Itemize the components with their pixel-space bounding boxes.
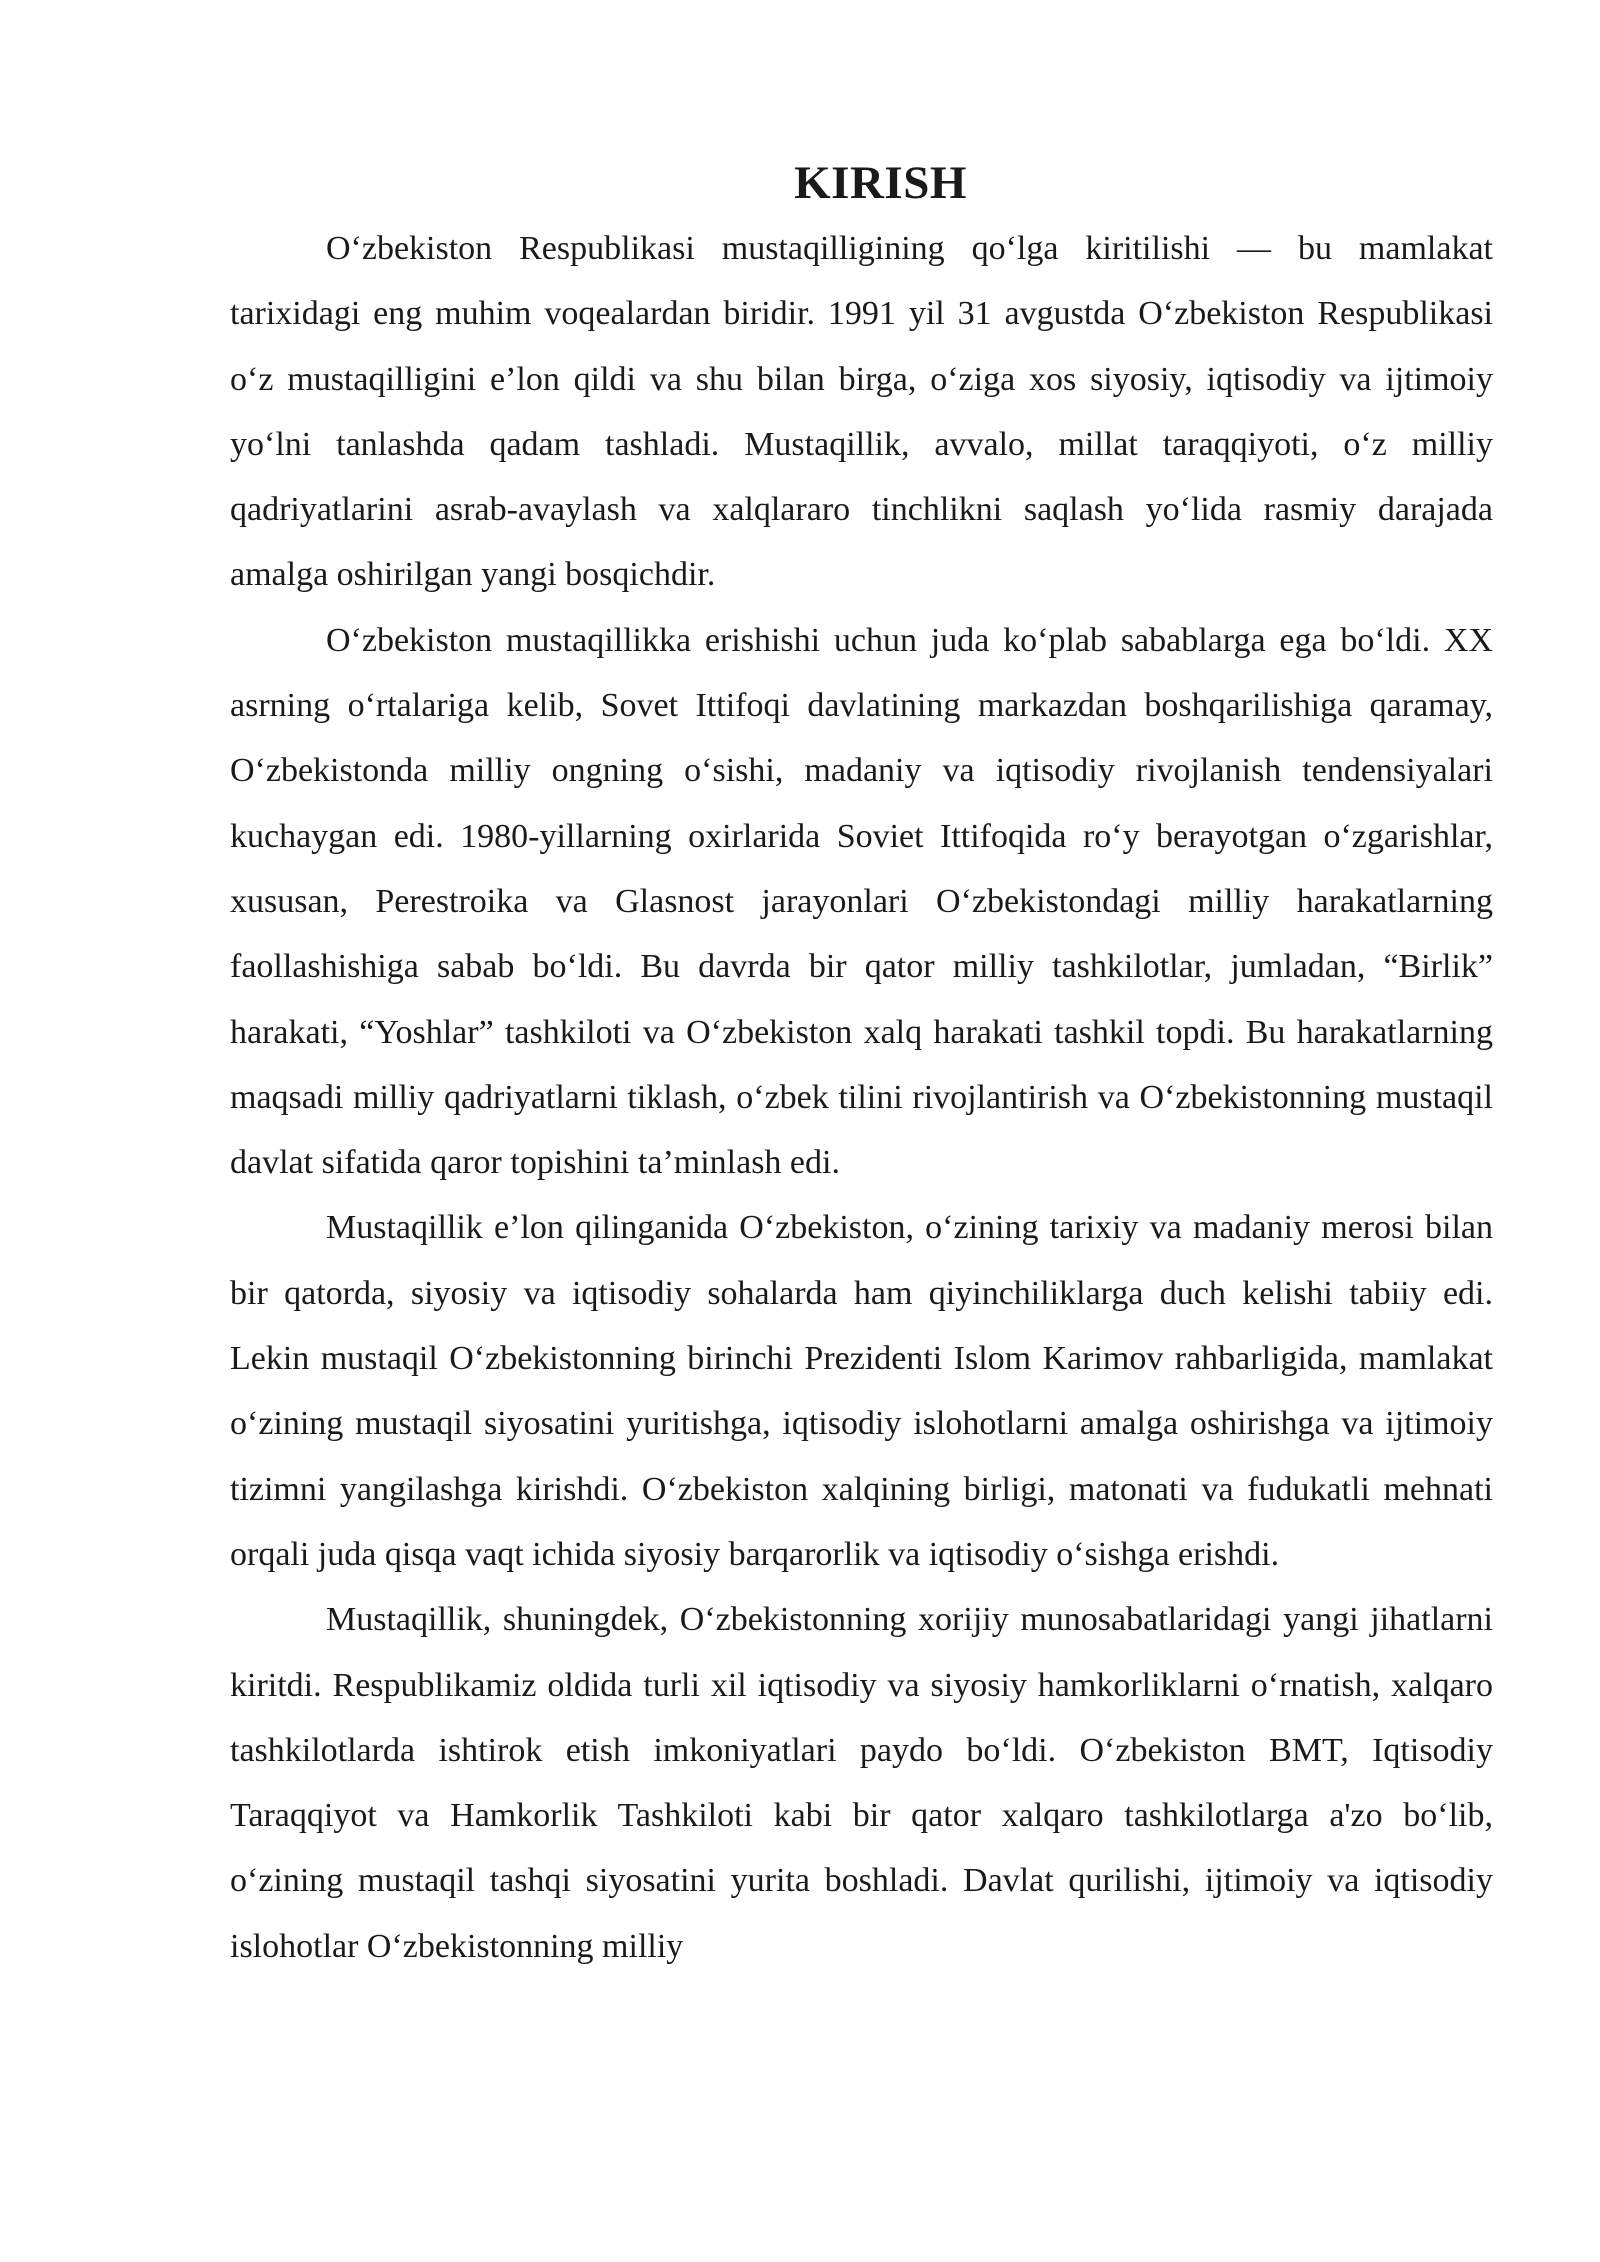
paragraph-2: O‘zbekiston mustaqillikka erishishi uchun juda ko‘plab sabablarga ega bo‘ldi. XX asrning o‘rtalariga kelib, Sovet Ittifoqi davlatining markazdan boshqarilishiga qaramay, O‘zbekistonda milliy ongning o‘sishi, madaniy va iqtisodiy rivojlanish tendensiyalari kuchaygan edi. 1980-yillarning oxirlarida Soviet Ittifoqida ro‘y berayotgan o‘zgarishlar, xususan, Perestroika va Glasnost jarayonlari O‘zbekistondagi milliy harakatlarning faollashishiga sabab bo‘ldi. Bu davrda bir qator milliy tashkilotlar, jumladan, “Birlik” harakati, “Yoshlar” tashkiloti va O‘zbekiston xalq harakati tashkil topdi. Bu harakatlarning maqsadi milliy qadriyatlarni tiklash, o‘zbek tilini rivojlantirish va O‘zbekistonning mustaqil davlat sifatida qaror topishini ta’minlash edi. bbox=[230, 621, 1493, 1182]
paragraph-3: Mustaqillik e’lon qilinganida O‘zbekiston, o‘zining tarixiy va madaniy merosi bilan bir qatorda, siyosiy va iqtisodiy sohalarda ham qiyinchiliklarga duch kelishi tabiiy edi. Lekin mustaqil O‘zbekistonning birinchi Prezidenti Islom Karimov rahbarligida, mamlakat o‘zining mustaqil siyosatini yuritishga, iqtisodiy islohotlarni amalga oshirishga va ijtimoiy tizimni yangilashga kirishdi. O‘zbekiston xalqining birligi, matonati va fudukatli mehnati orqali juda qisqa vaqt ichida siyosiy barqarorlik va iqtisodiy o‘sishga erishdi. bbox=[230, 1209, 1493, 1573]
paragraph-1: O‘zbekiston Respublikasi mustaqilligining qo‘lga kiritilishi — bu mamlakat tarixidagi eng muhim voqealardan biridir. 1991 yil 31 avgustda O‘zbekiston Respublikasi o‘z mustaqilligini e’lon qildi va shu bilan birga, o‘ziga xos siyosiy, iqtisodiy va ijtimoiy yo‘lni tanlashda qadam tashladi. Mustaqillik, avvalo, millat taraqqiyoti, o‘z milliy qadriyatlarini asrab-avaylash va xalqlararo tinchlikni saqlash yo‘lida rasmiy darajada amalga oshirilgan yangi bosqichdir. bbox=[230, 230, 1493, 594]
paragraph-4: Mustaqillik, shuningdek, O‘zbekistonning xorijiy munosabatlaridagi yangi jihatlarni kiritdi. Respublikamiz oldida turli xil iqtisodiy va siyosiy hamkorliklarni o‘rnatish, xalqaro tashkilotlarda ishtirok etish imkoniyatlari paydo bo‘ldi. O‘zbekiston BMT, Iqtisodiy Taraqqiyot va Hamkorlik Tashkiloti kabi bir qator xalqaro tashkilotlarga a'zo bo‘lib, o‘zining mustaqil tashqi siyosatini yurita boshladi. Davlat qurilishi, ijtimoiy va iqtisodiy islohotlar O‘zbekistonning milliy bbox=[230, 1601, 1493, 1965]
page-content bbox=[230, 152, 1493, 1979]
page-title: KIRISH bbox=[794, 157, 967, 209]
